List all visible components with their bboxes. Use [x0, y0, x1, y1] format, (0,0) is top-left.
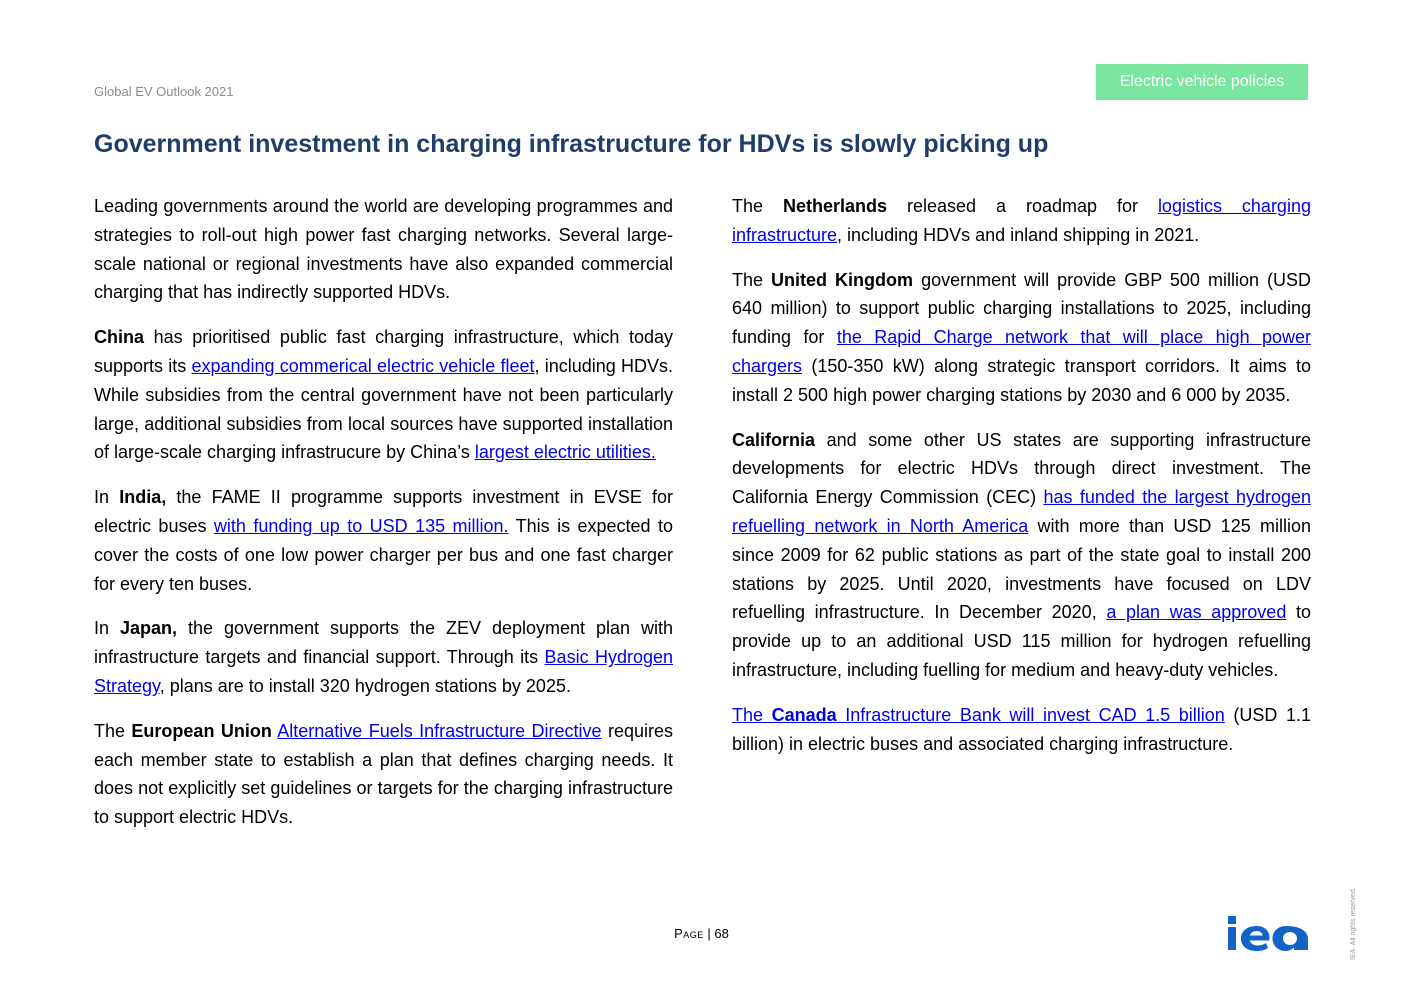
netherlands-label: Netherlands [782, 196, 888, 216]
california-label: California [732, 429, 816, 450]
japan-strategy-link[interactable]: Basic Hydrogen Strategy [94, 647, 673, 696]
canada-text-1: (USD 1.1 billion) in electric buses and associated charging infrastructure. [732, 704, 1311, 754]
page-label: Page [674, 926, 704, 941]
japan-paragraph [94, 614, 673, 700]
nl-roadmap-link[interactable]: logistics charging infrastructure [732, 196, 1311, 245]
uk-text-0: The [732, 269, 772, 290]
page-footer [0, 926, 1403, 941]
india-paragraph [94, 483, 673, 598]
china-label: China [94, 327, 145, 348]
eu-directive-link[interactable]: Alternative Fuels Infrastructure Directive [277, 720, 602, 741]
china-paragraph [94, 323, 673, 467]
china-fleet-link[interactable]: expanding commerical electric vehicle fleet [191, 355, 535, 376]
india-text-2: This is expected to cover the costs of one low power charger per bus and one fast charger for every ten buses. [94, 515, 673, 594]
japan-text-2: , plans are to install 320 hydrogen stations by 2025. [159, 675, 571, 696]
eu-label: European Union [131, 720, 272, 741]
japan-label: Japan, [119, 618, 178, 639]
india-text-1: the FAME II programme supports investment in EVSE for electric buses [94, 487, 674, 536]
california-paragraph [732, 426, 1311, 685]
left-column [94, 192, 673, 848]
nl-text-1: released a roadmap for [887, 196, 1158, 216]
section-tag: Electric vehicle policies [1096, 64, 1308, 100]
ca-text-1: and some other US states are supporting infrastructure developments for electric HDVs through direct investment. The California Energy Commission (CEC) [732, 429, 1311, 508]
page-title: Government investment in charging infrastructure for HDVs is slowly picking up [94, 130, 1049, 158]
canada-label: Canada [771, 704, 837, 725]
right-column [732, 192, 1311, 774]
china-text-2: , including HDVs. While subsidies from the central government have not been particularly large, additional subsidies from local sources have supported installation of large-scale charging infrastrucure by China’s [94, 355, 674, 463]
india-label: India, [119, 487, 167, 508]
india-text-0: In [94, 487, 120, 508]
canada-link-text-a: The [732, 704, 772, 725]
nl-text-0: The [732, 196, 783, 216]
intro-paragraph: Leading governments around the world are developing programmes and strategies to roll-out high power fast charging networks. Several large-scale national or regional investments have also expanded commercial charging that has indirectly supported HDVs. [94, 196, 673, 303]
ca-plan-approved-link[interactable]: a plan was approved [1106, 602, 1287, 623]
eu-text-0: The [94, 720, 132, 741]
uk-paragraph [732, 266, 1311, 410]
ca-text-2: with more than USD 125 million since 2009 for 62 public stations as part of the state goal to install 200 stations by 2025. Until 2020, investments have focused on LDV refuelling infrastructure. In December 2020, [732, 515, 1312, 623]
canada-bank-link[interactable] [732, 705, 1225, 725]
china-text-1: has prioritised public fast charging infrastructure, which today supports its [94, 327, 673, 376]
uk-label: United Kingdom [771, 269, 914, 290]
japan-text-0: In [94, 618, 120, 639]
canada-paragraph [732, 701, 1311, 759]
canada-link-text-b: Infrastructure Bank will invest CAD 1.5 billion [836, 704, 1225, 725]
uk-rapid-charge-link[interactable]: the Rapid Charge network that will place high power chargers [732, 327, 1312, 376]
japan-text-1: the government supports the ZEV deployment plan with infrastructure targets and financial support. Through its [94, 618, 673, 668]
rights-notice: IEA. All rights reserved. [1350, 887, 1357, 960]
eu-text-2: requires each member state to establish a plan that defines charging needs. It does not explicitly set guidelines or targets for the charging infrastructure to support electric HDVs. [94, 720, 674, 828]
eu-paragraph [94, 717, 673, 832]
uk-text-1: government will provide GBP 500 million (USD 640 million) to support public charging installations to 2025, including funding for [732, 269, 1311, 348]
page-separator: | [703, 926, 715, 941]
nl-text-2: , including HDVs and inland shipping in 2021. [837, 224, 1200, 245]
iea-logo-icon [1228, 914, 1310, 954]
netherlands-paragraph [732, 192, 1311, 250]
india-funding-link[interactable]: with funding up to USD 135 million. [213, 515, 509, 536]
ca-hydrogen-network-link[interactable]: has funded the largest hydrogen refuelling network in North America [732, 487, 1311, 536]
page-number: 68 [714, 926, 729, 941]
report-title: Global EV Outlook 2021 [94, 84, 234, 99]
uk-text-2: (150-350 kW) along strategic transport corridors. It aims to install 2 500 high power charging stations by 2030 and 6 000 by 2035. [732, 355, 1311, 405]
china-utilities-link[interactable]: largest electric utilities. [474, 442, 656, 463]
ca-text-3: to provide up to an additional USD 115 million for hydrogen refuelling infrastructure, including fuelling for medium and heavy-duty vehicles. [732, 602, 1311, 680]
